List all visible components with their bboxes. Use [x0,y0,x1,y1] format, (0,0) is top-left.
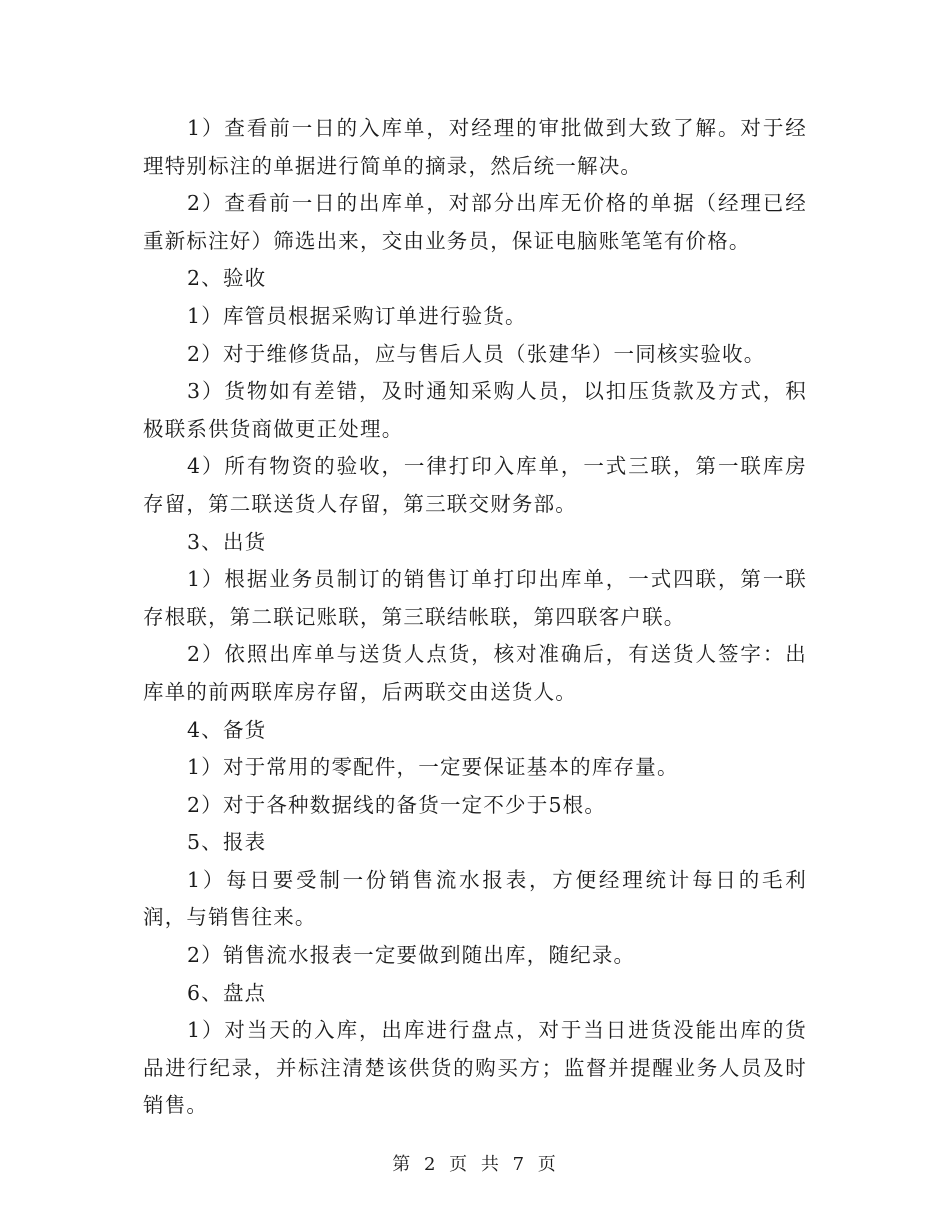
paragraph-inspection-1: 1）库管员根据采购订单进行验货。 [187,303,527,328]
paragraph-shipping-1: 1）根据业务员制订的销售订单打印出库单，一式四联，第一联存根联，第二联记账联，第三联结帐联，第四联客户联。 [143,567,807,629]
paragraph-reports-1: 1）每日要受制一份销售流水报表，方便经理统计每日的毛利润，与销售往来。 [143,867,807,930]
paragraph-review-inbound: 1）查看前一日的入库单，对经理的审批做到大致了解。对于经理特别标注的单据进行简单的摘录，然后统一解决。 [143,116,807,178]
section-heading-shipping: 3、出货 [187,529,267,554]
paragraph-reports-2: 2）销售流水报表一定要做到随出库，随纪录。 [187,943,636,968]
document-body [143,110,807,1125]
section-heading-stocking: 4、备货 [187,717,267,742]
section-heading-inspection: 2、验收 [187,266,267,291]
paragraph-inspection-3: 3）货物如有差错，及时通知采购人员，以扣压货款及方式，积极联系供货商做更正处理。 [143,379,807,441]
section-heading-reports: 5、报表 [187,830,267,855]
paragraph-stocking-1: 1）对于常用的零配件，一定要保证基本的库存量。 [187,755,679,780]
paragraph-shipping-2: 2）依照出库单与送货人点货，核对准确后，有送货人签字：出库单的前两联库房存留，后两联交由送货人。 [143,642,807,704]
paragraph-stocking-2: 2）对于各种数据线的备货一定不少于5根。 [187,792,607,817]
page-number-footer: 第 2 页 共 7 页 [392,1154,558,1175]
section-heading-inventory: 6、盘点 [187,980,267,1005]
paragraph-inspection-2: 2）对于维修货品，应与售后人员（张建华）一同核实验收。 [187,341,766,366]
paragraph-review-outbound: 2）查看前一日的出库单，对部分出库无价格的单据（经理已经重新标注好）筛选出来，交由业务员，保证电脑账笔笔有价格。 [143,191,807,253]
paragraph-inventory-1: 1）对当天的入库，出库进行盘点，对于当日进货没能出库的货品进行纪录，并标注清楚该供货的购买方；监督并提醒业务人员及时销售。 [143,1018,807,1118]
paragraph-inspection-4: 4）所有物资的验收，一律打印入库单，一式三联，第一联库房存留，第二联送货人存留，第三联交财务部。 [143,454,807,516]
